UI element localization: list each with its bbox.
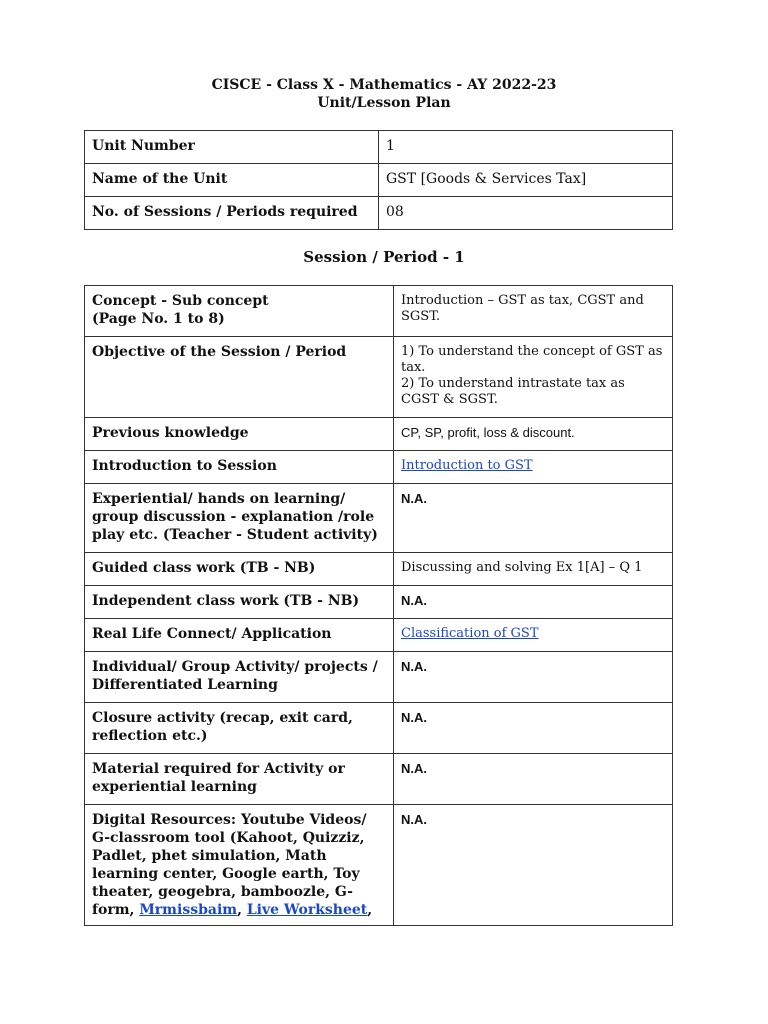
closure-value: N.A. bbox=[394, 703, 673, 754]
group-activity-value: N.A. bbox=[394, 652, 673, 703]
real-life-label: Real Life Connect/ Application bbox=[85, 619, 394, 652]
guided-work-value: Discussing and solving Ex 1[A] – Q 1 bbox=[394, 553, 673, 586]
previous-knowledge-label: Previous knowledge bbox=[85, 418, 394, 451]
concept-label-line1: Concept - Sub concept bbox=[92, 293, 269, 309]
closure-label: Closure activity (recap, exit card, reflection etc.) bbox=[85, 703, 394, 754]
independent-work-value: N.A. bbox=[394, 586, 673, 619]
guided-work-label: Guided class work (TB - NB) bbox=[85, 553, 394, 586]
table-row bbox=[85, 652, 673, 703]
table-row bbox=[85, 553, 673, 586]
table-row bbox=[85, 131, 673, 164]
real-life-value bbox=[394, 619, 673, 652]
table-row bbox=[85, 164, 673, 197]
live-worksheet-link[interactable]: Live Worksheet bbox=[246, 902, 368, 918]
table-row bbox=[85, 197, 673, 230]
sessions-label: No. of Sessions / Periods required bbox=[85, 197, 379, 230]
mrmissbaim-link[interactable]: Mrmissbaim bbox=[139, 902, 238, 918]
table-row bbox=[85, 586, 673, 619]
digital-resources-label bbox=[85, 805, 394, 926]
table-row bbox=[85, 451, 673, 484]
introduction-value bbox=[394, 451, 673, 484]
introduction-to-gst-link[interactable]: Introduction to GST bbox=[401, 458, 533, 473]
unit-name-label: Name of the Unit bbox=[85, 164, 379, 197]
experiential-label: Experiential/ hands on learning/ group discussion - explanation /role play etc. (Teacher - Student activity) bbox=[85, 484, 394, 553]
concept-value: Introduction – GST as tax, CGST and SGST. bbox=[394, 286, 673, 337]
unit-info-table bbox=[84, 130, 673, 230]
link-separator: , bbox=[237, 902, 242, 918]
digital-resources-value: N.A. bbox=[394, 805, 673, 926]
objective-line1: 1) To understand the concept of GST as tax. bbox=[401, 344, 663, 375]
objective-value bbox=[394, 337, 673, 418]
table-row bbox=[85, 805, 673, 926]
trailing-comma: , bbox=[367, 902, 373, 918]
table-row bbox=[85, 619, 673, 652]
unit-number-value: 1 bbox=[379, 131, 673, 164]
sessions-value: 08 bbox=[379, 197, 673, 230]
material-value: N.A. bbox=[394, 754, 673, 805]
table-row bbox=[85, 418, 673, 451]
table-row bbox=[85, 754, 673, 805]
experiential-value: N.A. bbox=[394, 484, 673, 553]
table-row bbox=[85, 703, 673, 754]
objective-label: Objective of the Session / Period bbox=[85, 337, 394, 418]
material-label: Material required for Activity or experiential learning bbox=[85, 754, 394, 805]
session-plan-table bbox=[84, 285, 673, 926]
independent-work-label: Independent class work (TB - NB) bbox=[85, 586, 394, 619]
concept-label bbox=[85, 286, 394, 337]
table-row bbox=[85, 337, 673, 418]
previous-knowledge-value: CP, SP, profit, loss & discount. bbox=[394, 418, 673, 451]
digital-resources-text: Digital Resources: Youtube Videos/ G-classroom tool (Kahoot, Quizziz, Padlet, phet simulation, Math learning center, Google earth, Toy theater, geogebra, bamboozle, G-form, bbox=[92, 812, 367, 918]
classification-of-gst-link[interactable]: Classification of GST bbox=[401, 626, 539, 641]
concept-label-line2: (Page No. 1 to 8) bbox=[92, 311, 225, 327]
table-row bbox=[85, 484, 673, 553]
document-title: CISCE - Class X - Mathematics - AY 2022-23 bbox=[211, 77, 557, 93]
session-heading: Session / Period - 1 bbox=[303, 248, 465, 266]
unit-number-label: Unit Number bbox=[85, 131, 379, 164]
objective-line2: 2) To understand intrastate tax as CGST & SGST. bbox=[401, 376, 625, 407]
unit-name-value: GST [Goods & Services Tax] bbox=[379, 164, 673, 197]
document-subtitle: Unit/Lesson Plan bbox=[317, 95, 451, 111]
group-activity-label: Individual/ Group Activity/ projects / Differentiated Learning bbox=[85, 652, 394, 703]
table-row bbox=[85, 286, 673, 337]
introduction-label: Introduction to Session bbox=[85, 451, 394, 484]
